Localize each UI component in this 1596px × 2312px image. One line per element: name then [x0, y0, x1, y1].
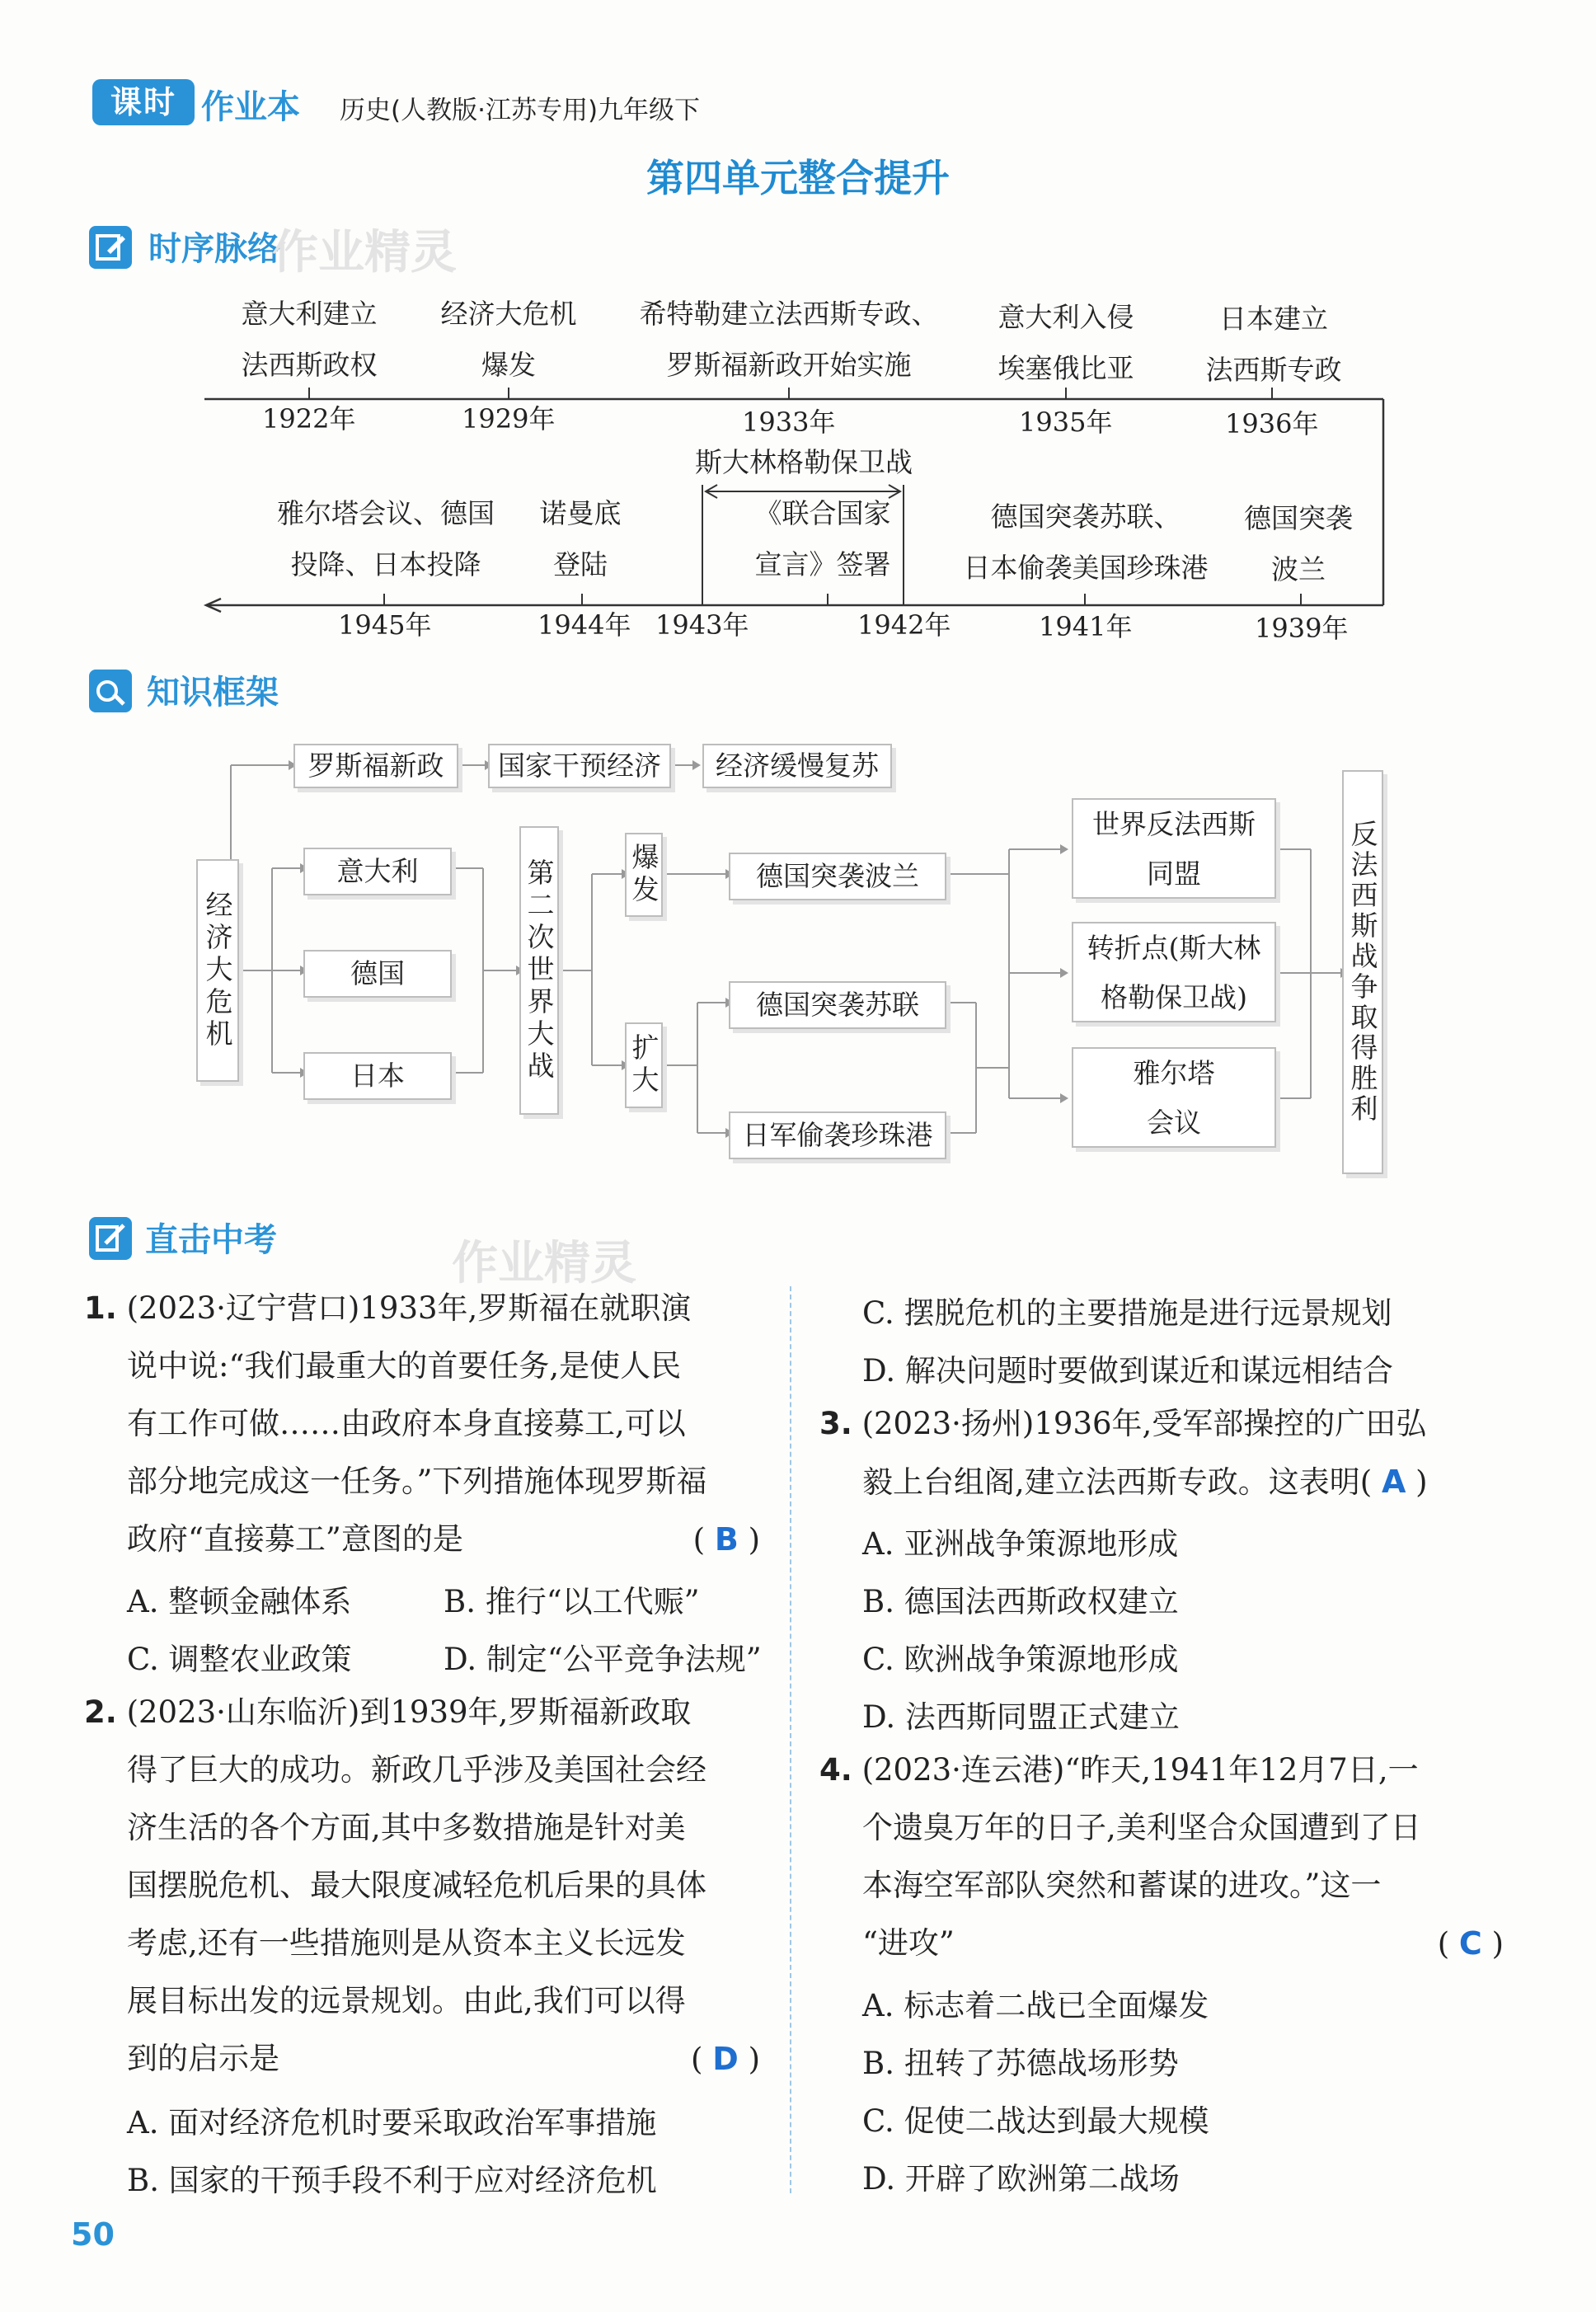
timeline-event: 经济大危机 爆发	[440, 298, 577, 381]
timeline-year: 1929年	[462, 403, 556, 435]
brand-name: 作业本	[201, 88, 300, 126]
framework-outbreak: 爆发	[625, 833, 663, 917]
question-4: 4. (2023·连云港)“昨天,1941年12月7日,一 个遗臭万年的日子,美利坚合众国遭到了日 本海空军部队突然和蓄谋的进攻。”这一 “进攻” ( C )	[819, 1741, 1504, 1973]
section-title-exam: 直击中考	[145, 1221, 277, 1259]
timeline-event: 德国突袭 波兰	[1244, 502, 1353, 585]
framework-expand: 扩大	[625, 1022, 663, 1108]
timeline-year: 1935年	[1019, 406, 1113, 438]
timeline-event: 德国突袭苏联、 日本偷袭美国珍珠港	[963, 500, 1209, 584]
framework-intervention: 国家干预经济	[488, 744, 671, 788]
timeline-year: 1941年	[1039, 611, 1133, 642]
timeline-event: 意大利建立 法西斯政权	[241, 298, 378, 381]
target-icon	[89, 1217, 132, 1260]
page-number: 50	[71, 2216, 115, 2253]
framework-result: 转折点(斯大林 格勒保卫战)	[1072, 922, 1276, 1022]
option: D. 法西斯同盟正式建立	[862, 1699, 1180, 1735]
brand-badge: 课时	[92, 79, 195, 125]
option: D. 开辟了欧洲第二战场	[862, 2161, 1180, 2197]
framework-new-deal: 罗斯福新政	[293, 744, 458, 788]
option: A. 标志着二战已全面爆发	[862, 1988, 1209, 2023]
framework-country: 意大利	[303, 848, 452, 895]
framework-icon	[89, 670, 132, 712]
framework-result: 世界反法西斯 同盟	[1072, 798, 1276, 899]
timeline-event: 日本建立 法西斯专政	[1205, 303, 1342, 386]
option: C. 欧洲战争策源地形成	[862, 1642, 1179, 1677]
framework-country: 德国	[303, 950, 452, 998]
stalingrad-label: 斯大林格勒保卫战	[695, 446, 913, 478]
option: C. 促使二战达到最大规模	[862, 2103, 1209, 2139]
question-2: 2. (2023·山东临沂)到1939年,罗斯福新政取 得了巨大的成功。新政几乎涉及美国社会经 济生活的各个方面,其中多数措施是针对美 国摆脱危机、最大限度减轻危机后果的具体 考虑,还有一些措施则是从资本主义长远发 展目标出发的远景规划。由此,我们可以得 到的启示是 ( D )	[84, 1684, 760, 2089]
option: D. 解决问题时要做到谋近和谋远相结合	[862, 1353, 1393, 1389]
option: A. 整顿金融体系	[127, 1584, 352, 1619]
framework-country: 日本	[303, 1052, 452, 1100]
option: B. 推行“以工代赈”	[444, 1584, 700, 1619]
watermark: 作业精灵	[452, 1237, 636, 1290]
question-1: 1. (2023·辽宁营口)1933年,罗斯福在就职演 说中说:“我们最重大的首要任务,是使人民 有工作可做……由政府本身直接募工,可以 部分地完成这一任务。”下列措施体现罗斯福 政府“直接募工”意图的是 ( B )	[84, 1280, 760, 1569]
answer: A	[1381, 1464, 1406, 1500]
timeline-event: 意大利入侵 埃塞俄比亚	[998, 301, 1134, 384]
framework-recovery: 经济缓慢复苏	[702, 744, 892, 788]
answer: C	[1458, 1925, 1482, 1962]
framework-ww2: 第二次世界大战	[519, 826, 559, 1115]
timeline-event: 希特勒建立法西斯专政、 罗斯福新政开始实施	[639, 298, 939, 381]
watermark: 作业精灵	[272, 226, 457, 280]
option: B. 扭转了苏德战场形势	[862, 2046, 1179, 2081]
timeline-year: 1922年	[262, 403, 356, 435]
framework-event: 日军偷袭珍珠港	[729, 1111, 946, 1159]
section-title-framework: 知识框架	[147, 674, 279, 712]
timeline-event: 雅尔塔会议、德国 投降、日本投降	[277, 497, 495, 580]
timeline-year: 1939年	[1255, 613, 1349, 644]
answer-slot: ( D )	[691, 2041, 760, 2077]
answer-slot: ( B )	[692, 1521, 760, 1558]
option: C. 摆脱危机的主要措施是进行远景规划	[862, 1295, 1392, 1331]
framework-result: 雅尔塔 会议	[1072, 1047, 1276, 1148]
timeline-event: 《联合国家 宣言》签署	[754, 497, 891, 580]
timeline-year: 1936年	[1225, 408, 1319, 439]
question-3: 3. (2023·扬州)1936年,受军部操控的广田弘 毅上台组阁,建立法西斯专政。这表明( A )	[819, 1406, 1428, 1500]
timeline-year: 1944年	[537, 609, 631, 641]
framework-event: 德国突袭苏联	[729, 981, 946, 1029]
column-divider	[790, 1286, 791, 2193]
section-title-timeline: 时序脉络	[148, 230, 280, 268]
framework-victory: 反法西斯战争取得胜利	[1342, 770, 1383, 1174]
answer: D	[712, 2041, 739, 2077]
option: B. 德国法西斯政权建立	[862, 1584, 1179, 1619]
answer: B	[714, 1521, 739, 1558]
timeline-event: 诺曼底 登陆	[539, 497, 622, 580]
timeline-year: 1945年	[338, 609, 432, 641]
framework-event: 德国突袭波兰	[729, 853, 946, 900]
answer-slot: ( C )	[1437, 1925, 1504, 1962]
framework-root: 经济大危机	[196, 859, 239, 1082]
timeline-year: 1942年	[857, 609, 951, 641]
option: A. 亚洲战争策源地形成	[862, 1526, 1179, 1562]
option: D. 制定“公平竞争法规”	[444, 1642, 762, 1677]
option: B. 国家的干预手段不利于应对经济危机	[127, 2163, 657, 2198]
timeline-year: 1933年	[742, 406, 836, 438]
subject-line: 历史(人教版·江苏专用)九年级下	[340, 96, 701, 125]
timeline-year: 1943年	[655, 609, 749, 641]
page-title: 第四单元整合提升	[646, 156, 950, 200]
option: C. 调整农业政策	[127, 1642, 352, 1677]
option: A. 面对经济危机时要采取政治军事措施	[127, 2105, 657, 2140]
answer-slot: ( A )	[1359, 1464, 1428, 1500]
